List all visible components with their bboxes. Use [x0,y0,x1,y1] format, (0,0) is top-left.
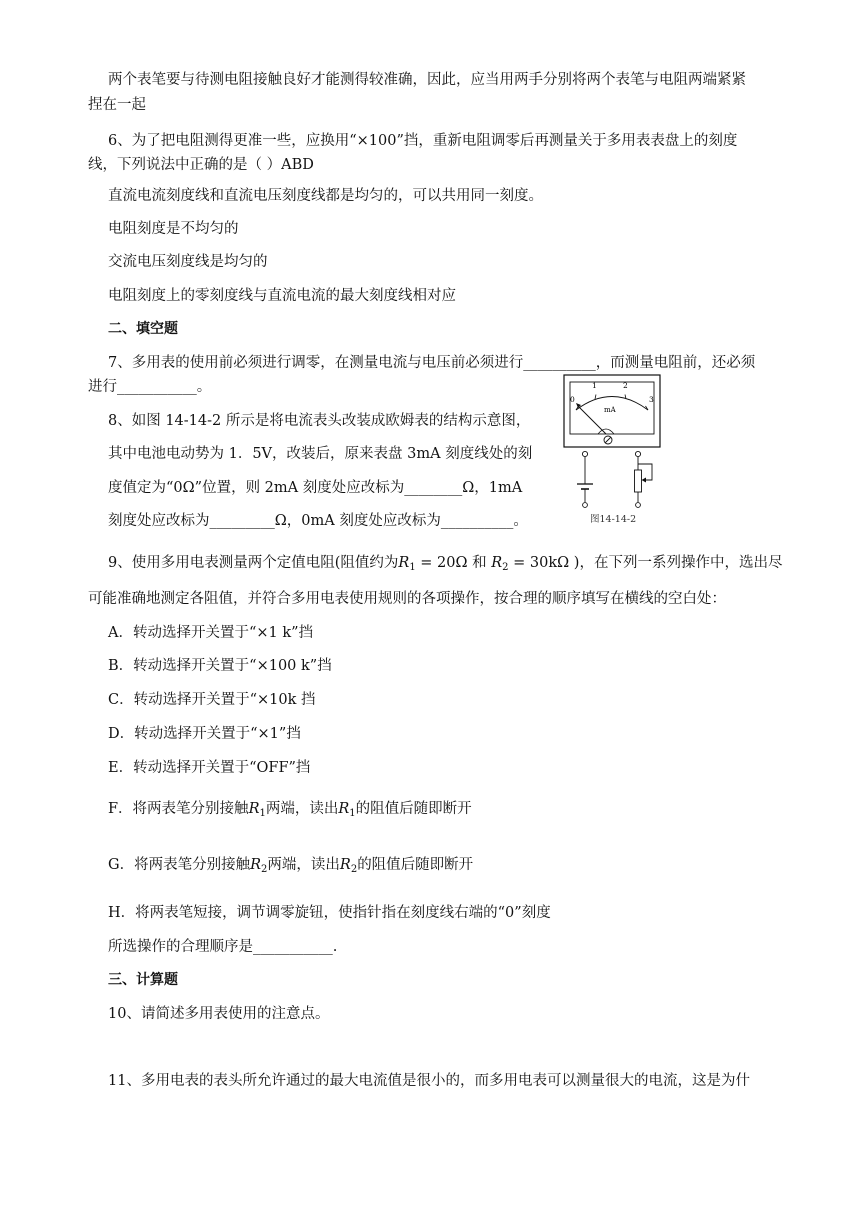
probe-terminal [636,503,641,508]
terminal-left [582,451,587,456]
option-g [108,855,473,880]
option-c: C．转动选择开关置于“×10k 挡 [108,692,316,708]
question-11: 11、多用电表的表头所允许通过的最大电流值是很小的，而多用电表可以测量很大的电流，这是为什 [108,1073,750,1089]
math-subscript: 1 [259,808,266,819]
question-9-answer-line: 所选操作的合理顺序是___________. [108,939,338,955]
option-b: B．转动选择开关置于“×100 k”挡 [108,658,332,674]
math-symbol: R [248,801,260,817]
option-h: H．将两表笔短接，调节调零旋钮，使指针指在刻度线右端的“0”刻度 [108,905,551,921]
math-symbol: R [398,555,410,571]
question-8-line-2: 其中电池电动势为 1．5V，改装后，原来表盘 3mA 刻度线处的刻 [108,446,533,462]
probe-terminal [583,503,588,508]
question-10: 10、请简述多用表使用的注意点。 [108,1006,330,1022]
text-run: 的阻值后随即断开 [355,801,472,817]
rheostat [635,470,642,492]
terminal-right [635,451,640,456]
option-d: D．转动选择开关置于“×1”挡 [108,726,301,742]
text-run: 两端，读出 [265,801,339,817]
section-heading-calculation: 三、计算题 [108,972,178,988]
question-9-line-1 [108,553,782,578]
scale-label: 3 [649,395,654,404]
scale-label: 0 [570,395,575,404]
text-run: 的阻值后随即断开 [357,857,474,873]
text-run: G．将两表笔分别接触 [108,857,251,873]
paragraph-line: 捏在一起 [88,97,146,113]
math-symbol: R [338,801,350,817]
scale-tick [595,395,596,400]
question-8-line-4: 刻度处应改标为_________Ω，0mA 刻度处应改标为__________。 [108,513,528,529]
text-run: 和 [467,555,492,571]
math-subscript: 1 [409,562,416,573]
screw-slot [605,437,611,443]
figure-caption: 图14-14-2 [590,514,637,525]
question-8-line-3: 度值定为“0Ω”位置，则 2mA 刻度处应改标为________Ω，1mA [108,480,523,496]
math-value: = 20Ω [415,555,468,571]
math-subscript: 1 [349,808,356,819]
question-6-option: 交流电压刻度线是均匀的 [108,254,268,270]
question-6-option: 电阻刻度是不均匀的 [108,221,239,237]
rheostat-slider-arrow [642,478,647,483]
math-symbol: R [491,555,503,571]
text-run: F．将两表笔分别接触 [108,801,249,817]
math-subscript: 2 [350,864,358,875]
section-heading-fill-in: 二、填空题 [108,321,178,337]
question-7-line-2: 进行___________。 [88,379,212,395]
question-6-option: 直流电流刻度线和直流电压刻度线都是均匀的，可以共用同一刻度。 [108,188,543,204]
math-value: = 30kΩ [508,555,570,571]
question-6-line-2: 线，下列说法中正确的是（ ）ABD [88,157,314,173]
text-run: 9、使用多用电表测量两个定值电阻(阻值约为 [108,555,399,571]
question-8-line-1: 8、如图 14-14-2 所示是将电流表头改装成欧姆表的结构示意图， [108,413,531,429]
option-a: A．转动选择开关置于“×1 k”挡 [108,625,314,641]
math-subscript: 2 [502,562,509,573]
scale-label: 1 [592,381,597,390]
needle-pivot [598,429,614,434]
scale-label: 2 [623,381,628,390]
math-symbol: R [250,857,262,873]
option-e: E．转动选择开关置于“OFF”挡 [108,760,311,776]
ohmmeter-diagram [560,374,668,530]
text-run: 两端，读出 [267,857,340,873]
unit-label: mA [604,406,616,414]
question-6-line-1: 6、为了把电阻测得更准一些，应换用“×100”挡，重新电阻调零后再测量关于多用表表盘上的刻度 [108,133,738,149]
math-subscript: 2 [261,864,268,875]
paragraph-line: 两个表笔要与待测电阻接触良好才能测得较准确，因此，应当用两手分别将两个表笔与电阻两端紧紧 [108,72,746,88]
question-9-line-2: 可能准确地测定各阻值，并符合多用电表使用规则的各项操作，按合理的顺序填写在横线的空白处： [88,591,726,607]
question-6-option: 电阻刻度上的零刻度线与直流电流的最大刻度线相对应 [108,288,456,304]
question-7-line-1: 7、多用表的使用前必须进行调零，在测量电流与电压前必须进行__________，而测量电阻前，还必须 [108,355,756,371]
option-f [108,799,472,824]
text-run: )，在下列一系列操作中，选出尽 [569,555,783,571]
math-symbol: R [339,857,351,873]
